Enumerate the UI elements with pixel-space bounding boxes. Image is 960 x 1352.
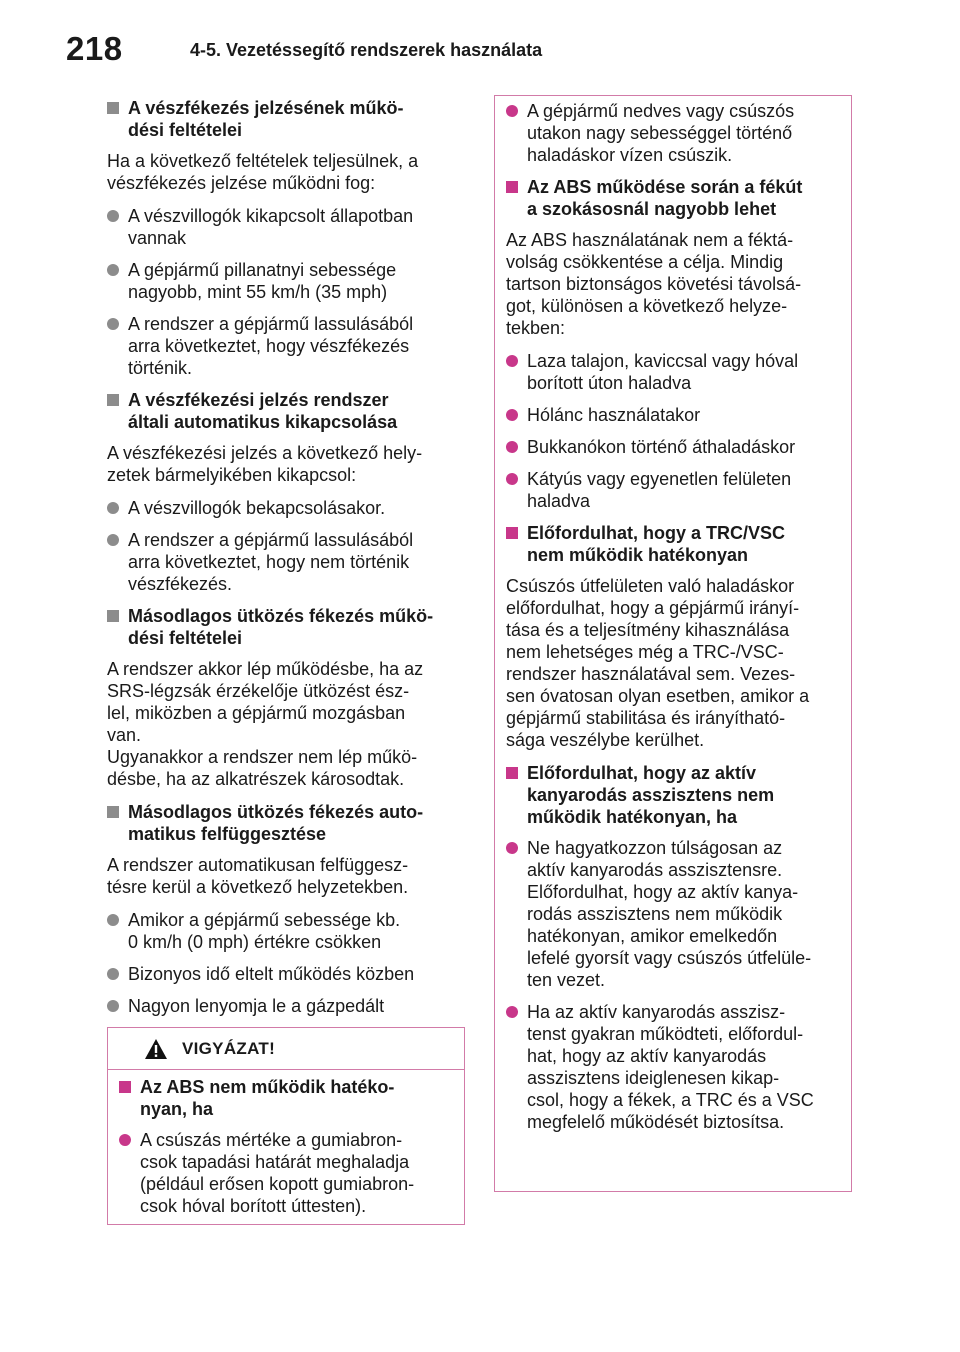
list-item: A rendszer a gépjármű lassulásából arra következtet, hogy nem történik vészfékezés. xyxy=(107,529,467,595)
round-bullet-icon xyxy=(107,264,119,276)
list-item: A vészvillogók kikapcsolt állapotban vannak xyxy=(107,205,467,249)
list-item: Nagyon lenyomja le a gázpedált xyxy=(107,995,467,1017)
round-bullet-icon xyxy=(506,842,518,854)
list-item: A gépjármű nedves vagy csúszós utakon nagy sebességgel történő haladáskor vízen csúszik. xyxy=(506,100,841,166)
round-bullet-icon xyxy=(107,1000,119,1012)
list-item: Bukkanókon történő áthaladáskor xyxy=(506,436,841,458)
list-item: A gépjármű pillanatnyi sebessége nagyobb, mint 55 km/h (35 mph) xyxy=(107,259,467,303)
square-bullet-icon xyxy=(506,181,518,193)
section-heading: Másodlagos ütközés fékezés auto- matikus felfüggesztése xyxy=(107,801,467,845)
round-bullet-icon xyxy=(107,210,119,222)
warning-header xyxy=(108,1028,464,1070)
list-item: Kátyús vagy egyenetlen felületen haladva xyxy=(506,468,841,512)
square-bullet-icon xyxy=(506,767,518,779)
round-bullet-icon xyxy=(107,968,119,980)
section-paragraph: Csúszós útfelületen való haladáskor előfordulhat, hogy a gépjármű irányí- tása és a teljesítmény kihasználása nem lehetséges még a TRC-/VSC- rendszer használatával sem. Vezes- sen óvatosan olyan esetben, amikor a gépjármű stabilitása és irányítható- sága veszélybe kerülhet. xyxy=(506,576,810,750)
round-bullet-icon xyxy=(506,1006,518,1018)
list-item: Ha az aktív kanyarodás asszisz- tenst gyakran működteti, előfordul- hat, hogy az aktív kanyarodás asszisztens ideiglenesen kikap- csol, hogy a fékek, a TRC és a VSC megfelelő működését biztosítsa. xyxy=(506,1001,841,1133)
square-bullet-icon xyxy=(119,1081,131,1093)
section-heading: A vészfékezés jelzésének műkö- dési feltételei xyxy=(107,97,467,141)
round-bullet-icon xyxy=(107,914,119,926)
list-item: Hólánc használatakor xyxy=(506,404,841,426)
square-bullet-icon xyxy=(107,394,119,406)
page-header-title: 4-5. Vezetéssegítő rendszerek használata xyxy=(190,40,543,60)
section-paragraph: A vészfékezési jelzés a következő hely- zetek bármelyikében kikapcsol: xyxy=(107,443,423,485)
square-bullet-icon xyxy=(107,102,119,114)
section-heading: Előfordulhat, hogy a TRC/VSC nem működik hatékonyan xyxy=(506,522,841,566)
list-item: A rendszer a gépjármű lassulásából arra következtet, hogy vészfékezés történik. xyxy=(107,313,467,379)
round-bullet-icon xyxy=(506,409,518,421)
square-bullet-icon xyxy=(107,610,119,622)
round-bullet-icon xyxy=(506,441,518,453)
page-number: 218 xyxy=(66,30,123,67)
square-bullet-icon xyxy=(506,527,518,539)
left-column xyxy=(107,97,467,1027)
round-bullet-icon xyxy=(107,318,119,330)
list-item: A csúszás mértéke a gumiabron- csok tapadási határát meghaladja (például erősen kopott gumiabron- csok hóval borított úttesten). xyxy=(119,1129,454,1217)
section-heading: A vészfékezési jelzés rendszer általi automatikus kikapcsolása xyxy=(107,389,467,433)
section-paragraph: A rendszer automatikusan felfüggesz- tésre kerül a következő helyzetekben. xyxy=(107,855,409,897)
round-bullet-icon xyxy=(107,534,119,546)
section-heading: Másodlagos ütközés fékezés műkö- dési feltételei xyxy=(107,605,467,649)
round-bullet-icon xyxy=(119,1134,131,1146)
list-item: Ne hagyatkozzon túlságosan az aktív kanyarodás asszisztensre. Előfordulhat, hogy az aktív kanya- rodás asszisztens nem működik hatékonyan, amikor emelkedőn lefelé gyorsít vagy csúszós útfelüle- ten vezet. xyxy=(506,837,841,991)
list-item: Amikor a gépjármű sebessége kb. 0 km/h (0 mph) értékre csökken xyxy=(107,909,467,953)
warning-triangle-icon xyxy=(144,1038,168,1060)
round-bullet-icon xyxy=(506,105,518,117)
warning-heading: Az ABS nem működik hatéko- nyan, ha xyxy=(119,1076,454,1120)
section-paragraph: Ha a következő feltételek teljesülnek, a vészfékezés jelzése működni fog: xyxy=(107,151,419,193)
section-heading: Az ABS működése során a fékút a szokásosnál nagyobb lehet xyxy=(506,176,841,220)
section-paragraph: A rendszer akkor lép működésbe, ha az SRS-légzsák érzékelője ütközést ész- lel, miközben a gépjármű mozgásban van. Ugyanakkor a rendszer nem lép műkö- désbe, ha az alkatrészek károsodtak. xyxy=(107,659,424,789)
section-paragraph: Az ABS használatának nem a féktá- volság csökkentése a célja. Mindig tartson biztonságos követési távolsá- got, különösen a következő helyze- tekben: xyxy=(506,230,802,338)
list-item: Bizonyos idő eltelt működés közben xyxy=(107,963,467,985)
round-bullet-icon xyxy=(107,502,119,514)
warning-title: VIGYÁZAT! xyxy=(182,1038,276,1058)
round-bullet-icon xyxy=(506,473,518,485)
right-column-box xyxy=(494,95,852,1192)
warning-box xyxy=(107,1027,465,1225)
square-bullet-icon xyxy=(107,806,119,818)
round-bullet-icon xyxy=(506,355,518,367)
list-item: A vészvillogók bekapcsolásakor. xyxy=(107,497,467,519)
list-item: Laza talajon, kaviccsal vagy hóval borított úton haladva xyxy=(506,350,841,394)
section-heading: Előfordulhat, hogy az aktív kanyarodás asszisztens nem működik hatékonyan, ha xyxy=(506,762,841,828)
